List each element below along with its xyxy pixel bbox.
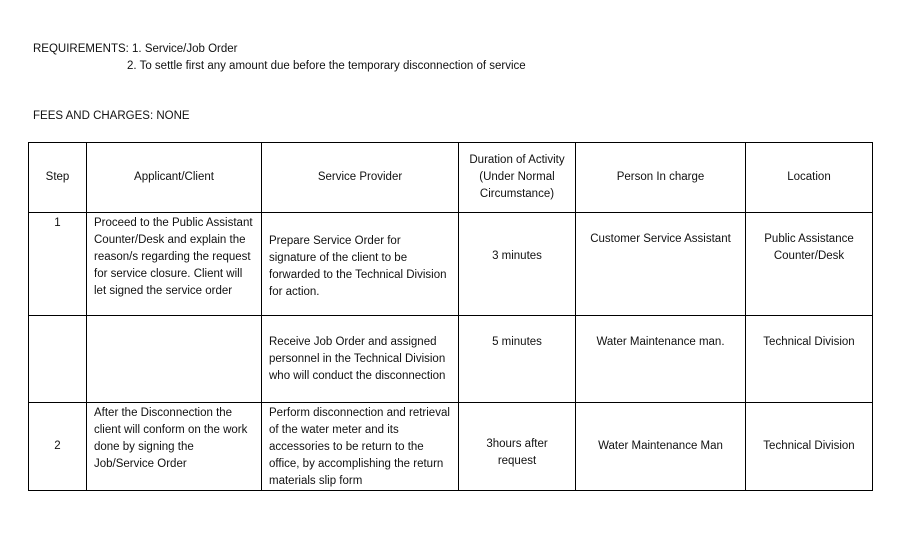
cell-client: Proceed to the Public Assistant Counter/Desk and explain the reason/s regarding the request for service closure. Client will let signed the service order <box>87 213 262 316</box>
table-row <box>29 213 873 316</box>
cell-person: Water Maintenance man. <box>576 316 746 403</box>
header-location: Location <box>746 143 873 213</box>
cell-duration: 3 minutes <box>459 213 576 316</box>
cell-step: 1 <box>29 213 87 316</box>
table-header-row <box>29 143 873 213</box>
cell-person: Water Maintenance Man <box>576 403 746 491</box>
table-row <box>29 316 873 403</box>
service-steps-table <box>28 142 873 491</box>
cell-location: Technical Division <box>746 403 873 491</box>
cell-provider: Prepare Service Order for signature of the client to be forwarded to the Technical Division for action. <box>262 213 459 316</box>
cell-client <box>87 316 262 403</box>
fees-and-charges: FEES AND CHARGES: NONE <box>33 110 190 122</box>
cell-provider: Receive Job Order and assigned personnel in the Technical Division who will conduct the disconnection <box>262 316 459 403</box>
cell-client: After the Disconnection the client will conform on the work done by signing the Job/Service Order <box>87 403 262 491</box>
cell-person: Customer Service Assistant <box>576 213 746 316</box>
cell-duration: 3hours after request <box>459 403 576 491</box>
requirements-line-1: REQUIREMENTS: 1. Service/Job Order <box>33 43 238 55</box>
header-applicant-client: Applicant/Client <box>87 143 262 213</box>
header-step: Step <box>29 143 87 213</box>
cell-step: 2 <box>29 403 87 491</box>
header-person-in-charge: Person In charge <box>576 143 746 213</box>
cell-duration: 5 minutes <box>459 316 576 403</box>
header-duration: Duration of Activity (Under Normal Circumstance) <box>459 143 576 213</box>
cell-provider: Perform disconnection and retrieval of the water meter and its accessories to be return to the office, by accomplishing the return materials slip form <box>262 403 459 491</box>
cell-step <box>29 316 87 403</box>
cell-location: Technical Division <box>746 316 873 403</box>
header-service-provider: Service Provider <box>262 143 459 213</box>
cell-location: Public Assistance Counter/Desk <box>746 213 873 316</box>
requirements-line-2: 2. To settle first any amount due before the temporary disconnection of service <box>127 60 526 72</box>
requirements-block <box>33 41 526 75</box>
table-row <box>29 403 873 491</box>
